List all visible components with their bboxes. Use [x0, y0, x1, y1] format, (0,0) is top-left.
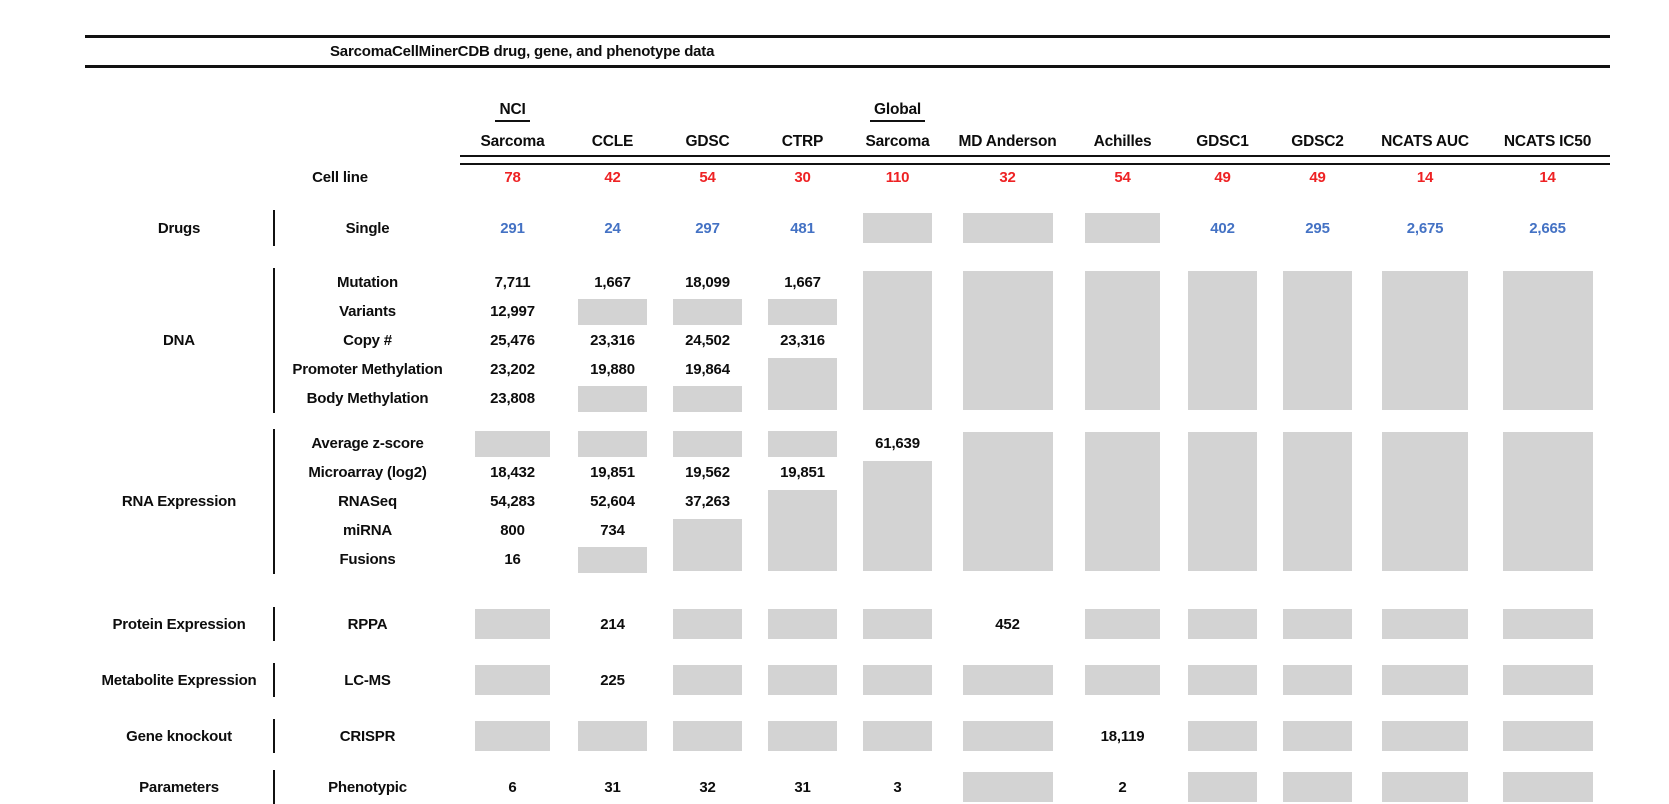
gray-box	[1503, 432, 1593, 571]
column-label-achilles: Achilles	[1093, 133, 1152, 150]
figure-table	[85, 0, 1610, 804]
row-label: RNASeq	[338, 493, 397, 510]
gray-box	[863, 271, 931, 410]
gray-box	[1283, 721, 1351, 751]
value-cell: 23,316	[780, 332, 825, 349]
gray-box	[1188, 772, 1256, 802]
column-label-nci-sarcoma: Sarcoma	[480, 133, 545, 150]
gray-box	[1188, 665, 1256, 695]
value-cell: 23,202	[490, 361, 535, 378]
column-label-gdsc: GDSC	[685, 133, 730, 150]
category-label: RNA Expression	[85, 429, 275, 574]
row-label: Phenotypic	[328, 778, 407, 796]
gray-box	[673, 665, 741, 695]
gray-box	[963, 432, 1053, 571]
category-label: Drugs	[85, 210, 275, 246]
gray-box	[768, 299, 836, 325]
category-label: Protein Expression	[85, 607, 275, 641]
gray-box	[673, 609, 741, 639]
gray-box	[475, 431, 551, 457]
value-cell: 24,502	[685, 332, 730, 349]
gray-box	[1188, 609, 1256, 639]
gray-box	[1503, 772, 1593, 802]
column-count-ncats-auc: 14	[1416, 168, 1434, 186]
gray-box	[1283, 271, 1351, 410]
value-cell: 800	[500, 522, 525, 539]
value-cell: 452	[995, 615, 1020, 633]
column-count-ccle: 42	[604, 168, 621, 186]
gray-box	[673, 721, 741, 751]
value-cell: 16	[504, 551, 521, 568]
row-label: Mutation	[337, 274, 398, 291]
row-label: miRNA	[342, 522, 392, 539]
row-label: Single	[345, 219, 390, 237]
value-cell: 25,476	[490, 332, 535, 349]
gray-box	[1085, 213, 1161, 243]
value-cell: 19,562	[685, 464, 730, 481]
column-header-row	[85, 82, 1610, 192]
row-label: LC-MS	[344, 671, 391, 689]
value-cell: 2	[1118, 778, 1127, 796]
section-dna	[85, 268, 1610, 413]
value-cell: 6	[508, 778, 517, 796]
row-label: RPPA	[347, 615, 388, 633]
value-cell: 31	[794, 778, 811, 796]
row-label: Copy #	[343, 332, 392, 349]
gray-box	[1085, 271, 1161, 410]
gray-box	[1382, 665, 1468, 695]
gray-box	[863, 461, 931, 571]
column-label-ccle: CCLE	[591, 133, 634, 150]
section-parameters	[85, 770, 1610, 804]
row-label: CRISPR	[339, 727, 396, 745]
gray-box	[578, 299, 646, 325]
gray-box	[1283, 772, 1351, 802]
gray-box	[673, 519, 741, 571]
gray-box	[863, 721, 931, 751]
value-cell: 32	[699, 778, 716, 796]
gray-box	[963, 213, 1053, 243]
column-count-ctrp: 30	[794, 168, 811, 186]
value-cell: 19,864	[685, 361, 730, 378]
column-top-label-nci-sarcoma	[460, 82, 565, 122]
gray-box	[1188, 271, 1256, 410]
column-count-gdsc: 54	[699, 168, 716, 186]
row-label: Microarray (log2)	[308, 464, 427, 481]
gray-box	[1503, 271, 1593, 410]
value-cell: 297	[695, 219, 720, 237]
gray-box	[1382, 721, 1468, 751]
gray-box	[963, 665, 1053, 695]
value-cell: 12,997	[490, 303, 535, 320]
gray-box	[1503, 609, 1593, 639]
gray-box	[1188, 432, 1256, 571]
value-cell: 24	[604, 219, 621, 237]
column-label-ncats-auc: NCATS AUC	[1381, 133, 1469, 150]
value-cell: 18,099	[685, 274, 730, 291]
gray-box	[1085, 432, 1161, 571]
row-label: Promoter Methylation	[292, 361, 443, 378]
gray-box	[963, 772, 1053, 802]
gray-box	[1085, 609, 1161, 639]
gray-box	[768, 665, 836, 695]
row-label: Body Methylation	[306, 390, 429, 407]
gray-box	[768, 721, 836, 751]
gray-box	[673, 431, 741, 457]
column-top-label-global-sarcoma	[850, 82, 945, 122]
table-body	[85, 210, 1610, 804]
gray-box	[1503, 721, 1593, 751]
section-rna-expression	[85, 429, 1610, 574]
column-count-global-sarcoma: 110	[885, 168, 910, 186]
category-label: Metabolite Expression	[85, 663, 275, 697]
gray-box	[1283, 665, 1351, 695]
gray-box	[673, 299, 741, 325]
gray-box	[863, 665, 931, 695]
column-top-label-text: NCI	[495, 101, 529, 122]
cell-line-label: Cell line	[312, 168, 368, 186]
section-protein-expression	[85, 607, 1610, 641]
value-cell: 23,316	[590, 332, 635, 349]
value-cell: 214	[600, 615, 625, 633]
value-cell: 23,808	[490, 390, 535, 407]
gray-box	[1382, 432, 1468, 571]
row-label: Fusions	[339, 551, 396, 568]
gray-box	[578, 547, 646, 573]
gray-box	[768, 490, 836, 571]
category-label: Gene knockout	[85, 719, 275, 753]
gray-box	[1382, 271, 1468, 410]
value-cell: 734	[600, 522, 625, 539]
gray-box	[673, 386, 741, 412]
value-cell: 402	[1210, 219, 1235, 237]
column-top-label-text: Global	[870, 101, 925, 122]
value-cell: 31	[604, 778, 621, 796]
value-cell: 481	[790, 219, 815, 237]
value-cell: 3	[893, 778, 902, 796]
gray-box	[578, 386, 646, 412]
gray-box	[768, 358, 836, 410]
value-cell: 1,667	[594, 274, 631, 291]
gray-box	[475, 721, 551, 751]
column-label-ncats-ic50: NCATS IC50	[1503, 133, 1592, 150]
value-cell: 291	[500, 219, 525, 237]
column-count-gdsc2: 49	[1309, 168, 1326, 186]
gray-box	[863, 609, 931, 639]
column-count-nci-sarcoma: 78	[504, 168, 521, 186]
value-cell: 52,604	[590, 493, 635, 510]
gray-box	[863, 213, 931, 243]
column-count-gdsc1: 49	[1214, 168, 1231, 186]
value-cell: 2,675	[1406, 219, 1444, 237]
figure-title: SarcomaCellMinerCDB drug, gene, and phenotype data	[330, 43, 715, 60]
gray-box	[475, 609, 551, 639]
value-cell: 1,667	[784, 274, 821, 291]
row-label: Variants	[339, 303, 396, 320]
gray-box	[1382, 609, 1468, 639]
gray-box	[1503, 665, 1593, 695]
gray-box	[963, 271, 1053, 410]
value-cell: 295	[1305, 219, 1330, 237]
category-label: Parameters	[85, 770, 275, 804]
gray-box	[1382, 772, 1468, 802]
column-label-md-anderson: MD Anderson	[958, 133, 1057, 150]
category-label: DNA	[85, 268, 275, 413]
column-label-gdsc2: GDSC2	[1291, 133, 1344, 150]
column-label-ctrp: CTRP	[781, 133, 824, 150]
value-cell: 18,432	[490, 464, 535, 481]
gray-box	[768, 431, 836, 457]
gray-box	[1188, 721, 1256, 751]
column-label-gdsc1: GDSC1	[1196, 133, 1249, 150]
section-drugs	[85, 210, 1610, 246]
value-cell: 7,711	[494, 274, 531, 291]
gray-box	[578, 721, 646, 751]
column-count-ncats-ic50: 14	[1539, 168, 1556, 186]
section-metabolite-expression	[85, 663, 1610, 697]
gray-box	[1283, 432, 1351, 571]
value-cell: 225	[600, 671, 625, 689]
column-count-md-anderson: 32	[999, 168, 1016, 186]
gray-box	[1085, 665, 1161, 695]
value-cell: 61,639	[875, 435, 920, 452]
row-label: Average z-score	[311, 435, 424, 452]
value-cell: 54,283	[490, 493, 535, 510]
gray-box	[963, 721, 1053, 751]
value-cell: 2,665	[1529, 219, 1566, 237]
gray-box	[768, 609, 836, 639]
gray-box	[578, 431, 646, 457]
title-bar	[85, 35, 1610, 68]
value-cell: 19,851	[590, 464, 635, 481]
column-count-achilles: 54	[1114, 168, 1131, 186]
gray-box	[1283, 609, 1351, 639]
gray-box	[475, 665, 551, 695]
column-label-global-sarcoma: Sarcoma	[865, 133, 930, 150]
value-cell: 19,851	[780, 464, 825, 481]
value-cell: 18,119	[1100, 727, 1145, 745]
value-cell: 37,263	[685, 493, 730, 510]
value-cell: 19,880	[590, 361, 635, 378]
section-gene-knockout	[85, 719, 1610, 753]
